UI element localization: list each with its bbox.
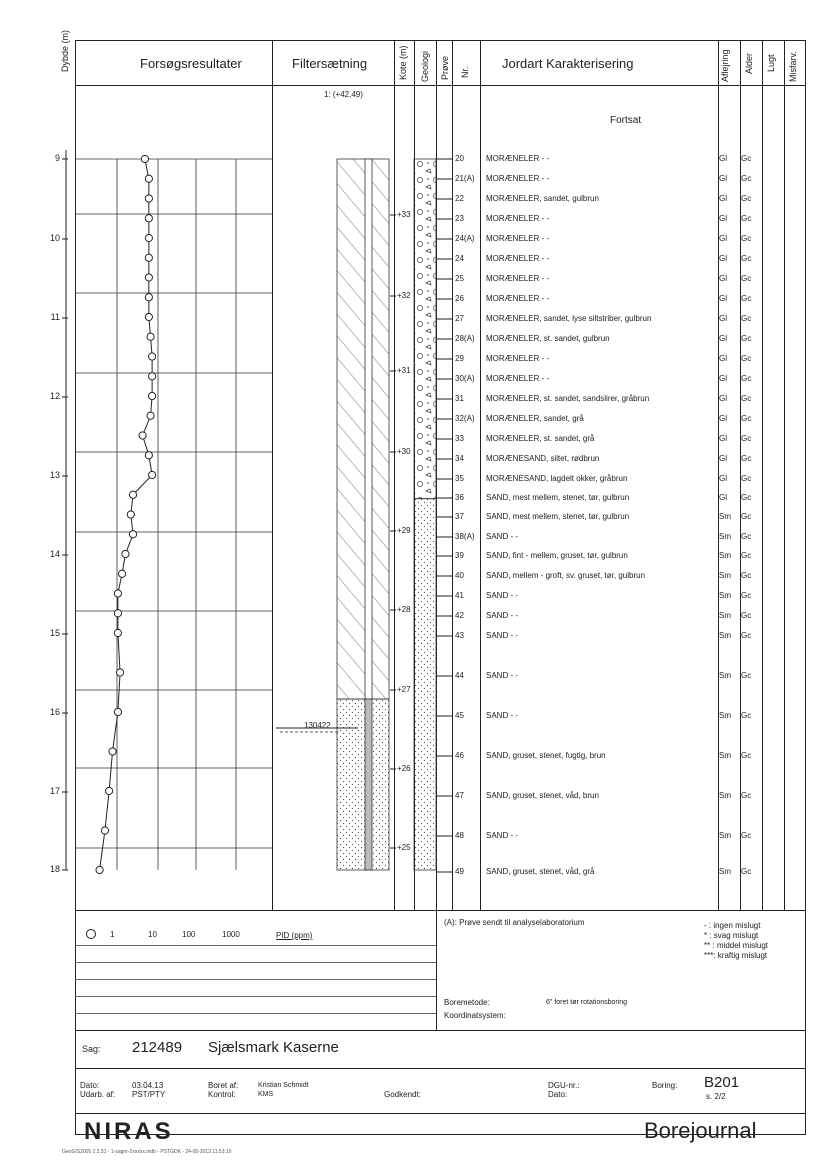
pid-point [145,274,152,281]
sample-aflejring: Gl [719,294,727,303]
depth-tick-label: 17 [49,786,60,796]
boret-label: Boret af: [208,1081,239,1090]
sample-nr: 26 [455,294,464,303]
side-number: s. 2/2 [706,1092,726,1101]
sample-alder: Gc [741,434,752,443]
pid-point [127,511,134,518]
pid-point [101,827,108,834]
sample-nr: 31 [455,394,464,403]
sample-description: MORÆNELER, st. sandet, gulbrun [486,334,610,343]
sample-aflejring: Gl [719,414,727,423]
pid-point [145,234,152,241]
pid-point [96,866,103,873]
pid-point [109,748,116,755]
sample-description: SAND - - [486,671,518,680]
footer-separator-2 [75,1068,806,1069]
sample-aflejring: Gl [719,234,727,243]
top-kote: 1: (+42,49) [324,90,363,99]
pid-point [147,412,154,419]
proeve-header: Prøve [440,55,450,80]
sample-aflejring: Gl [719,354,727,363]
pid-point [145,313,152,320]
pid-point [114,708,121,715]
sample-description: MORÆNELER - - [486,354,550,363]
sample-aflejring: Gl [719,254,727,263]
sample-aflejring: Gl [719,274,727,283]
sample-nr: 37 [455,512,464,521]
sample-nr: 43 [455,631,464,640]
sample-alder: Gc [741,867,752,876]
sample-aflejring: Sm [719,867,731,876]
pid-point [129,531,136,538]
sample-nr: 38(A) [455,532,475,541]
sample-aflejring: Gl [719,314,727,323]
sample-nr: 23 [455,214,464,223]
dato-label: Dato: [80,1081,100,1090]
sample-nr: 25 [455,274,464,283]
legend-top-separator [75,910,806,911]
sample-alder: Gc [741,571,752,580]
sample-alder: Gc [741,294,752,303]
sample-aflejring: Gl [719,154,727,163]
sag-number: 212489 [132,1039,183,1056]
sag-label: Sag: [82,1044,101,1054]
kontrol-value: KMS [258,1091,274,1098]
depth-tick-label: 15 [49,628,60,638]
dato2-label: Dato: [548,1090,568,1099]
koordinat-label: Koordinatsystem: [444,1011,506,1020]
geologi-header: Geologi [420,50,430,82]
sample-aflejring: Sm [719,671,731,680]
sample-description: MORÆNELER - - [486,154,550,163]
pid-marker-icon [86,929,96,939]
sample-alder: Gc [741,532,752,541]
sample-description: SAND - - [486,591,518,600]
sample-alder: Gc [741,154,752,163]
sample-description: SAND, gruset, stenet, våd, brun [486,791,599,800]
pid-point [149,392,156,399]
sample-nr: 40 [455,571,464,580]
sample-alder: Gc [741,611,752,620]
sag-name: Sjælsmark Kaserne [208,1039,339,1056]
pid-point [149,353,156,360]
sample-nr: 29 [455,354,464,363]
sample-alder: Gc [741,671,752,680]
sample-description: MORÆNESAND, lagdelt okker, gråbrun [486,474,628,483]
sample-nr: 24(A) [455,234,475,243]
sample-description: SAND, mest mellem, stenet, tør, gulbrun [486,512,630,521]
sample-alder: Gc [741,214,752,223]
sample-alder: Gc [741,512,752,521]
depth-tick-label: 16 [49,707,60,717]
boring-id: B201 [704,1074,740,1091]
pid-tick-1000: 1000 [222,930,240,939]
udarb-label: Udarb. af: [80,1090,116,1099]
sample-description: MORÆNELER, st. sandet, grå [486,434,595,443]
sample-alder: Gc [741,354,752,363]
sample-description: SAND - - [486,831,518,840]
sample-alder: Gc [741,474,752,483]
nr-header: Nr. [460,66,470,78]
pid-point [149,373,156,380]
sample-nr: 47 [455,791,464,800]
sample-alder: Gc [741,414,752,423]
depth-tick-label: 18 [49,864,60,874]
fortsat-label: Fortsat [610,115,642,126]
bottom-note: GeoGIS2005 2.2.51 - 1-sagnr-2xxxxx.mdb - PSTGDK - 24-05-2013 11:53:10 [62,1149,232,1155]
legend-line-1 [75,945,436,946]
sample-alder: Gc [741,791,752,800]
boremetode-value: 6" foret tør rotationsboring [546,999,628,1006]
kote-tick-label: +30 [397,447,411,456]
sample-nr: 20 [455,154,464,163]
sample-nr: 44 [455,671,464,680]
sample-alder: Gc [741,751,752,760]
sample-nr: 24 [455,254,464,263]
depth-tick-label: 12 [49,391,60,401]
sample-description: MORÆNELER - - [486,374,550,383]
dato-value: 03.04.13 [132,1081,164,1090]
sample-description: MORÆNELER, sandet, gulbrun [486,194,599,203]
pid-profile-line [100,159,153,870]
sample-nr: 34 [455,454,464,463]
sample-alder: Gc [741,194,752,203]
pid-point [145,254,152,261]
sample-nr: 49 [455,867,464,876]
sample-description: SAND, gruset, stenet, fugtig, brun [486,751,606,760]
kote-tick-label: +33 [397,210,411,219]
sample-nr: 39 [455,551,464,560]
sample-nr: 42 [455,611,464,620]
sample-nr: 32(A) [455,414,475,423]
pid-point [114,610,121,617]
sample-alder: Gc [741,454,752,463]
sample-aflejring: Gl [719,174,727,183]
sample-aflejring: Sm [719,591,731,600]
sample-aflejring: Gl [719,493,727,502]
pid-point [114,629,121,636]
sample-description: MORÆNELER - - [486,174,550,183]
sample-aflejring: Sm [719,631,731,640]
kote-tick-label: +25 [397,843,411,852]
sample-description: MORÆNELER - - [486,234,550,243]
sample-alder: Gc [741,374,752,383]
legend-line-2 [75,962,436,963]
boring-label: Boring: [652,1081,678,1090]
odor-1: * : svag mislugt [704,931,759,940]
kontrol-label: Kontrol: [208,1090,236,1099]
pid-point [122,550,129,557]
sample-alder: Gc [741,711,752,720]
sample-aflejring: Gl [719,474,727,483]
pid-point [116,669,123,676]
footer-separator-3 [75,1113,806,1114]
sample-description: SAND, mest mellem, stenet, tør, gulbrun [486,493,630,502]
sample-nr: 22 [455,194,464,203]
sample-nr: 28(A) [455,334,475,343]
sample-nr: 46 [455,751,464,760]
sample-nr: 41 [455,591,464,600]
sample-aflejring: Gl [719,454,727,463]
sample-description: SAND - - [486,631,518,640]
depth-tick-label: 14 [49,549,60,559]
geology-till [414,159,436,499]
sample-alder: Gc [741,591,752,600]
aflejring-header: Aflejring [720,49,730,82]
sample-aflejring: Gl [719,214,727,223]
sample-nr: 36 [455,493,464,502]
sample-aflejring: Sm [719,791,731,800]
kote-tick-label: +29 [397,526,411,535]
filter-mark: 130422 [304,721,331,730]
filter-header: Filtersætning [292,56,368,71]
legend-col-sep [436,910,437,1030]
sample-description: MORÆNELER, sandet, lyse siltstriber, gulbrun [486,314,652,323]
sample-description: MORÆNELER - - [486,214,550,223]
sample-nr: 45 [455,711,464,720]
sample-aflejring: Gl [719,394,727,403]
pid-point [149,471,156,478]
sample-description: MORÆNELER - - [486,254,550,263]
note-a: (A): Prøve sendt til analyselaboratorium [444,918,585,927]
geology-sand [414,499,436,870]
kote-header: Kote (m) [398,45,408,80]
sample-description: MORÆNELER - - [486,294,550,303]
pid-point [145,195,152,202]
depth-tick-label: 10 [49,233,60,243]
sample-description: MORÆNELER - - [486,274,550,283]
casing-pipe [365,159,372,699]
sample-alder: Gc [741,174,752,183]
kote-tick-label: +31 [397,366,411,375]
legend-line-5 [75,1013,436,1014]
sample-description: SAND - - [486,711,518,720]
sample-alder: Gc [741,551,752,560]
sample-aflejring: Sm [719,711,731,720]
sample-alder: Gc [741,493,752,502]
udarb-value: PST/PTY [132,1090,166,1099]
sample-nr: 21(A) [455,174,475,183]
casing-column [337,159,389,699]
kote-tick-label: +28 [397,605,411,614]
sample-aflejring: Sm [719,571,731,580]
kote-tick-label: +27 [397,685,411,694]
pid-tick-10: 10 [148,930,157,939]
sample-alder: Gc [741,234,752,243]
sample-aflejring: Gl [719,434,727,443]
sample-aflejring: Sm [719,831,731,840]
sample-nr: 27 [455,314,464,323]
sample-alder: Gc [741,254,752,263]
sample-description: SAND - - [486,611,518,620]
sample-nr: 33 [455,434,464,443]
pid-point [139,432,146,439]
doc-title: Borejournal [644,1118,757,1143]
sample-nr: 35 [455,474,464,483]
godkendt-label: Godkendt: [384,1090,421,1099]
kote-tick-label: +26 [397,764,411,773]
filter-screen [365,699,372,870]
lugt-header: Lugt [766,54,776,72]
depth-tick-label: 13 [49,470,60,480]
boremetode-label: Boremetode: [444,998,490,1007]
pid-point [145,294,152,301]
odor-3: ***: kraftig mislugt [704,951,768,960]
jordart-header: Jordart Karakterisering [502,56,634,71]
sample-aflejring: Sm [719,751,731,760]
pid-unit: PID (ppm) [276,931,313,940]
boret-value: Kristian Schmidt [258,1082,309,1089]
sample-description: SAND - - [486,532,518,541]
depth-tick-label: 9 [54,153,60,163]
pid-tick-1: 1 [110,930,115,939]
pid-point [114,590,121,597]
sample-nr: 48 [455,831,464,840]
sample-alder: Gc [741,314,752,323]
pid-point [145,215,152,222]
sample-alder: Gc [741,831,752,840]
pid-point [129,491,136,498]
sample-description: SAND, mellem - groft, sv. gruset, tør, gulbrun [486,571,646,580]
depth-header: Dybde (m) [60,29,70,72]
pid-point [106,787,113,794]
sample-aflejring: Sm [719,551,731,560]
pid-point [141,155,148,162]
legend-line-4 [75,996,436,997]
sample-description: SAND, gruset, stenet, våd, grå [486,867,595,876]
niras-logo: NIRAS [84,1118,174,1145]
sample-alder: Gc [741,334,752,343]
pid-point [145,452,152,459]
sample-aflejring: Gl [719,194,727,203]
pid-tick-100: 100 [182,930,196,939]
sample-aflejring: Gl [719,334,727,343]
pid-point [118,570,125,577]
depth-tick-label: 11 [50,312,60,322]
sample-description: SAND, fint - mellem, gruset, tør, gulbrun [486,551,628,560]
sample-aflejring: Sm [719,512,731,521]
odor-2: ** : middel mislugt [704,941,769,950]
sample-aflejring: Gl [719,374,727,383]
sample-alder: Gc [741,631,752,640]
footer-separator-1 [75,1030,806,1031]
sample-nr: 30(A) [455,374,475,383]
results-header: Forsøgsresultater [140,56,242,71]
dgu-label: DGU-nr.: [548,1081,580,1090]
odor-0: - : ingen mislugt [704,921,761,930]
misfarv-header: Misfarv. [788,51,798,82]
sample-description: MORÆNELER, sandet, grå [486,414,584,423]
sample-description: MORÆNELER, st. sandet, sandslirer, gråbrun [486,394,650,403]
pid-point [145,175,152,182]
pid-point [147,333,154,340]
sample-alder: Gc [741,394,752,403]
legend-line-3 [75,979,436,980]
kote-tick-label: +32 [397,291,411,300]
filter-sand-pack [337,699,389,870]
sample-description: MORÆNESAND, siltet, rødbrun [486,454,600,463]
alder-header: Alder [744,52,754,74]
sample-alder: Gc [741,274,752,283]
sample-aflejring: Sm [719,532,731,541]
sample-aflejring: Sm [719,611,731,620]
